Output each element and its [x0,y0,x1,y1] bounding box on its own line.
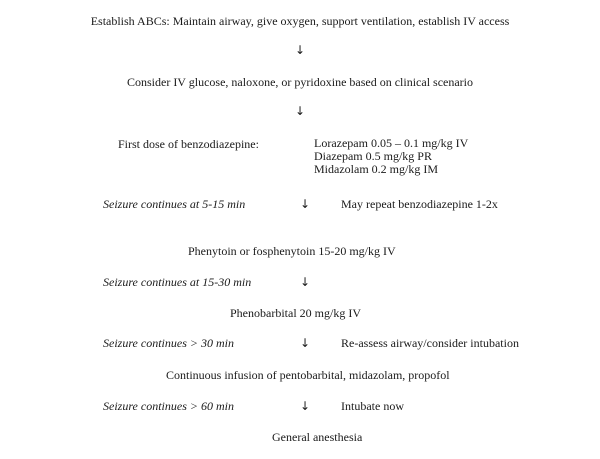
condition-over-30-min: Seizure continues > 30 min [103,336,234,350]
note-reassess-airway: Re-assess airway/consider intubation [341,336,519,350]
down-arrow-icon: ↓ [295,43,306,57]
condition-15-30-min: Seizure continues at 15-30 min [103,275,252,289]
drug-midazolam: Midazolam 0.2 mg/kg IM [314,162,438,176]
step-general-anesthesia: General anesthesia [272,430,363,444]
down-arrow-icon: ↓ [300,399,311,413]
drug-diazepam: Diazepam 0.5 mg/kg PR [314,149,432,163]
step-benzodiazepine-label: First dose of benzodiazepine: [118,137,259,151]
condition-over-60-min: Seizure continues > 60 min [103,399,234,413]
down-arrow-icon: ↓ [300,197,311,211]
down-arrow-icon: ↓ [295,104,306,118]
step-continuous-infusion: Continuous infusion of pentobarbital, midazolam, propofol [166,368,450,382]
note-repeat-benzodiazepine: May repeat benzodiazepine 1-2x [341,197,498,211]
step-consider-glucose: Consider IV glucose, naloxone, or pyridoxine based on clinical scenario [126,75,474,89]
step-phenytoin: Phenytoin or fosphenytoin 15-20 mg/kg IV [188,244,396,258]
condition-5-15-min: Seizure continues at 5-15 min [103,197,246,211]
step-establish-abcs: Establish ABCs: Maintain airway, give oxygen, support ventilation, establish IV access [90,14,510,28]
benzodiazepine-drug-list [314,137,468,176]
drug-lorazepam: Lorazepam 0.05 – 0.1 mg/kg IV [314,136,469,150]
note-intubate-now: Intubate now [341,399,404,413]
step-phenobarbital: Phenobarbital 20 mg/kg IV [230,306,361,320]
down-arrow-icon: ↓ [300,275,311,289]
down-arrow-icon: ↓ [300,336,311,350]
